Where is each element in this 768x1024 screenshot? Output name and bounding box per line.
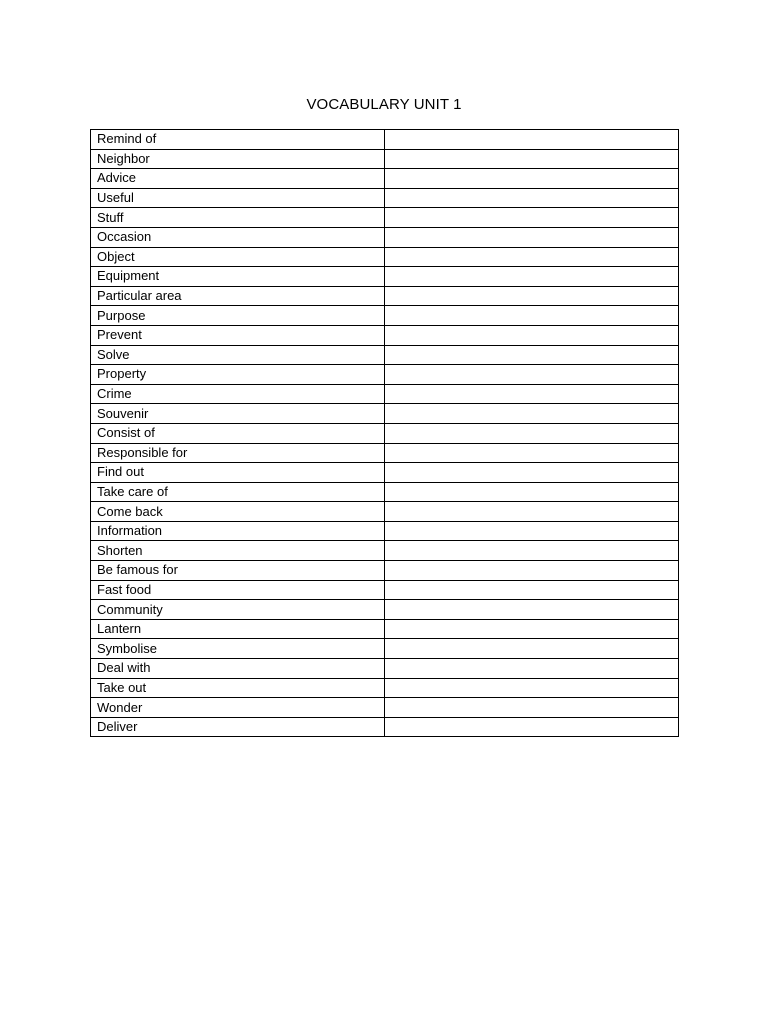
vocabulary-term-cell: Remind of bbox=[91, 130, 385, 150]
vocabulary-term-cell: Occasion bbox=[91, 227, 385, 247]
vocabulary-definition-cell[interactable] bbox=[385, 463, 679, 483]
vocabulary-term-cell: Prevent bbox=[91, 325, 385, 345]
table-row bbox=[91, 443, 679, 463]
vocabulary-term-cell: Lantern bbox=[91, 619, 385, 639]
vocabulary-table bbox=[90, 129, 679, 737]
table-row bbox=[91, 521, 679, 541]
vocabulary-definition-cell[interactable] bbox=[385, 580, 679, 600]
vocabulary-term-cell: Take care of bbox=[91, 482, 385, 502]
vocabulary-definition-cell[interactable] bbox=[385, 502, 679, 522]
table-row bbox=[91, 247, 679, 267]
vocabulary-definition-cell[interactable] bbox=[385, 345, 679, 365]
table-row bbox=[91, 561, 679, 581]
vocabulary-term-cell: Community bbox=[91, 600, 385, 620]
vocabulary-definition-cell[interactable] bbox=[385, 717, 679, 737]
vocabulary-term-cell: Shorten bbox=[91, 541, 385, 561]
vocabulary-definition-cell[interactable] bbox=[385, 600, 679, 620]
vocabulary-definition-cell[interactable] bbox=[385, 659, 679, 679]
vocabulary-definition-cell[interactable] bbox=[385, 482, 679, 502]
table-row bbox=[91, 463, 679, 483]
vocabulary-term-cell: Consist of bbox=[91, 423, 385, 443]
table-row bbox=[91, 580, 679, 600]
table-row bbox=[91, 502, 679, 522]
vocabulary-term-cell: Equipment bbox=[91, 267, 385, 287]
vocabulary-definition-cell[interactable] bbox=[385, 678, 679, 698]
table-row bbox=[91, 169, 679, 189]
table-row bbox=[91, 659, 679, 679]
vocabulary-term-cell: Be famous for bbox=[91, 561, 385, 581]
vocabulary-term-cell: Property bbox=[91, 365, 385, 385]
table-row bbox=[91, 286, 679, 306]
vocabulary-definition-cell[interactable] bbox=[385, 149, 679, 169]
vocabulary-term-cell: Stuff bbox=[91, 208, 385, 228]
vocabulary-definition-cell[interactable] bbox=[385, 188, 679, 208]
table-row bbox=[91, 600, 679, 620]
vocabulary-term-cell: Advice bbox=[91, 169, 385, 189]
vocabulary-definition-cell[interactable] bbox=[385, 384, 679, 404]
vocabulary-definition-cell[interactable] bbox=[385, 541, 679, 561]
table-row bbox=[91, 267, 679, 287]
vocabulary-term-cell: Crime bbox=[91, 384, 385, 404]
vocabulary-definition-cell[interactable] bbox=[385, 306, 679, 326]
table-row bbox=[91, 639, 679, 659]
vocabulary-term-cell: Symbolise bbox=[91, 639, 385, 659]
vocabulary-definition-cell[interactable] bbox=[385, 325, 679, 345]
table-row bbox=[91, 149, 679, 169]
vocabulary-definition-cell[interactable] bbox=[385, 404, 679, 424]
table-row bbox=[91, 678, 679, 698]
vocabulary-definition-cell[interactable] bbox=[385, 365, 679, 385]
table-row bbox=[91, 698, 679, 718]
vocabulary-term-cell: Solve bbox=[91, 345, 385, 365]
vocabulary-definition-cell[interactable] bbox=[385, 169, 679, 189]
table-row bbox=[91, 188, 679, 208]
vocabulary-term-cell: Deal with bbox=[91, 659, 385, 679]
vocabulary-term-cell: Find out bbox=[91, 463, 385, 483]
table-row bbox=[91, 208, 679, 228]
vocabulary-term-cell: Take out bbox=[91, 678, 385, 698]
vocabulary-table-body bbox=[91, 130, 679, 737]
vocabulary-term-cell: Souvenir bbox=[91, 404, 385, 424]
page-title: VOCABULARY UNIT 1 bbox=[306, 96, 462, 113]
vocabulary-definition-cell[interactable] bbox=[385, 639, 679, 659]
vocabulary-definition-cell[interactable] bbox=[385, 443, 679, 463]
table-row bbox=[91, 345, 679, 365]
vocabulary-term-cell: Neighbor bbox=[91, 149, 385, 169]
vocabulary-term-cell: Wonder bbox=[91, 698, 385, 718]
table-row bbox=[91, 130, 679, 150]
vocabulary-definition-cell[interactable] bbox=[385, 286, 679, 306]
table-row bbox=[91, 619, 679, 639]
table-row bbox=[91, 717, 679, 737]
vocabulary-term-cell: Useful bbox=[91, 188, 385, 208]
vocabulary-definition-cell[interactable] bbox=[385, 521, 679, 541]
vocabulary-term-cell: Come back bbox=[91, 502, 385, 522]
vocabulary-definition-cell[interactable] bbox=[385, 561, 679, 581]
vocabulary-definition-cell[interactable] bbox=[385, 247, 679, 267]
vocabulary-term-cell: Particular area bbox=[91, 286, 385, 306]
vocabulary-definition-cell[interactable] bbox=[385, 619, 679, 639]
vocabulary-term-cell: Fast food bbox=[91, 580, 385, 600]
vocabulary-term-cell: Information bbox=[91, 521, 385, 541]
vocabulary-definition-cell[interactable] bbox=[385, 698, 679, 718]
vocabulary-definition-cell[interactable] bbox=[385, 208, 679, 228]
table-row bbox=[91, 227, 679, 247]
table-row bbox=[91, 482, 679, 502]
table-row bbox=[91, 384, 679, 404]
table-row bbox=[91, 306, 679, 326]
table-row bbox=[91, 365, 679, 385]
vocabulary-term-cell: Deliver bbox=[91, 717, 385, 737]
table-row bbox=[91, 404, 679, 424]
table-row bbox=[91, 423, 679, 443]
vocabulary-definition-cell[interactable] bbox=[385, 267, 679, 287]
vocabulary-definition-cell[interactable] bbox=[385, 227, 679, 247]
vocabulary-term-cell: Purpose bbox=[91, 306, 385, 326]
vocabulary-term-cell: Object bbox=[91, 247, 385, 267]
table-row bbox=[91, 325, 679, 345]
vocabulary-term-cell: Responsible for bbox=[91, 443, 385, 463]
vocabulary-definition-cell[interactable] bbox=[385, 423, 679, 443]
table-row bbox=[91, 541, 679, 561]
vocabulary-definition-cell[interactable] bbox=[385, 130, 679, 150]
